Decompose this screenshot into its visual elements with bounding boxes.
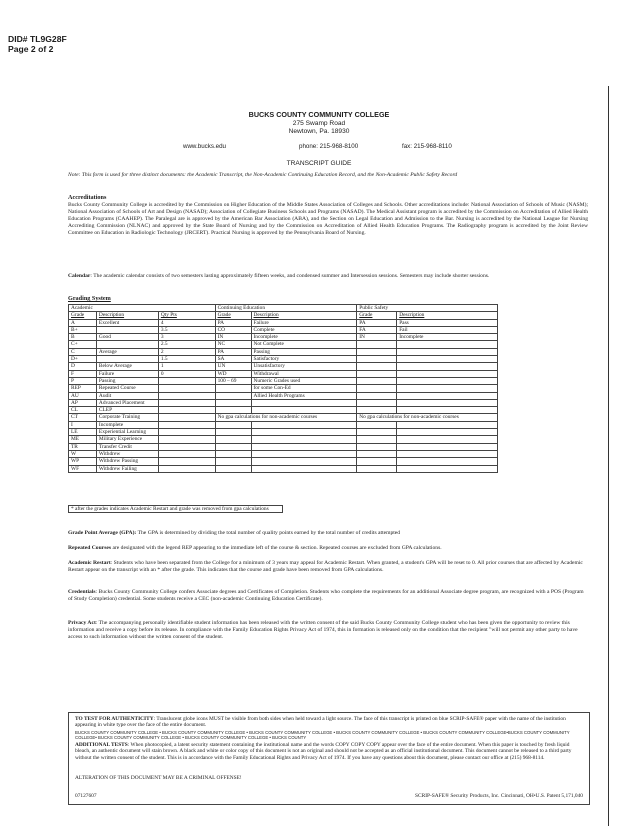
grading-cell bbox=[357, 429, 397, 436]
grading-cell: Satisfactory bbox=[251, 356, 357, 363]
accreditations-heading: Accreditations bbox=[68, 194, 107, 201]
grading-cell: D bbox=[69, 363, 97, 370]
grading-cell bbox=[357, 450, 397, 457]
restart-label: Academic Restart bbox=[68, 560, 111, 566]
grading-cell: Transfer Credit bbox=[96, 443, 158, 450]
grading-cell bbox=[357, 341, 397, 348]
college-fax: fax: 215-968-8110 bbox=[402, 143, 452, 150]
grading-cell bbox=[158, 465, 215, 472]
usage-note: Note: This form is used for three distinct documents: the Academic Transcript, the Non-Academic Continuing Education Record, and the Non-Academic Public Safety Record bbox=[68, 172, 458, 178]
grading-cell bbox=[215, 450, 251, 457]
grading-cell: W bbox=[69, 450, 97, 457]
grading-cell bbox=[215, 429, 251, 436]
fax-header bbox=[8, 34, 67, 54]
grading-cell bbox=[397, 363, 498, 370]
grading-cell bbox=[251, 450, 357, 457]
authenticity-paragraph bbox=[75, 716, 583, 729]
additional-tests-paragraph bbox=[75, 742, 583, 761]
grading-cell bbox=[158, 385, 215, 392]
grading-cell bbox=[397, 429, 498, 436]
grading-cell bbox=[397, 370, 498, 377]
grading-cell: Complete bbox=[251, 326, 357, 333]
grading-cell: P bbox=[69, 377, 97, 384]
college-city: Newtown, Pa. 18930 bbox=[288, 128, 350, 135]
credentials-label: Credentials bbox=[68, 589, 96, 595]
grading-row bbox=[69, 458, 498, 465]
grading-cell: WD bbox=[215, 370, 251, 377]
grading-cell: B+ bbox=[69, 326, 97, 333]
gpa-label: Grade Point Average (GPA): bbox=[68, 530, 137, 536]
grading-cell: Audit bbox=[96, 392, 158, 399]
grading-cell: Numeric Grades used bbox=[251, 377, 357, 384]
grading-cell: A bbox=[69, 319, 97, 326]
grading-cell bbox=[158, 450, 215, 457]
college-website: www.bucks.edu bbox=[183, 143, 226, 150]
grading-cell: 3.5 bbox=[158, 326, 215, 333]
grading-row bbox=[69, 370, 498, 377]
grading-group-row bbox=[69, 305, 498, 312]
grading-cell: Pass bbox=[397, 319, 498, 326]
grading-cell bbox=[357, 399, 397, 406]
grading-cell bbox=[397, 465, 498, 472]
document-title: TRANSCRIPT GUIDE bbox=[286, 160, 352, 167]
gpa-paragraph bbox=[68, 530, 588, 537]
grading-cell: TR bbox=[69, 443, 97, 450]
col-ce-description: Description bbox=[251, 312, 357, 319]
grading-cell: 4 bbox=[158, 319, 215, 326]
grading-cell bbox=[357, 392, 397, 399]
grading-cell: AP bbox=[69, 399, 97, 406]
grading-row bbox=[69, 319, 498, 326]
grading-cell: Withdrew Failing bbox=[96, 465, 158, 472]
group-public-safety: Public Safety bbox=[357, 305, 498, 312]
repeated-label: Repeated Courses bbox=[68, 545, 112, 551]
grading-cell bbox=[397, 392, 498, 399]
grading-cell bbox=[397, 450, 498, 457]
scan-edge-line bbox=[608, 86, 609, 826]
repeated-paragraph bbox=[68, 545, 588, 552]
grading-cell bbox=[397, 341, 498, 348]
additional-tests-text: : When photocopied, a latent security statement containing the institutional name and the words COPY COPY COPY appear over the face of the entire document. When this paper is touched by fresh liquid bleach, an authentic document will stain brown. A black and white or color copy of this document is not an original and should not be accepted as an official institutional document. This document cannot be released to a third party without the written consent of the student. This is in accordance with the Family Educational Rights and Privacy Act of 1974. If you have any questions about this document, please contact our office at (215) 968-8114. bbox=[75, 742, 572, 761]
restart-text: : Students who have been separated from the College for a minimum of 3 years may appeal for Academic Restart. When granted, a student's GPA will be reset to 0. All prior courses that are affected by Academic Restart appear on the transcript with an * after the grade. This indicates that the course and grade have been removed from GPA calculations. bbox=[68, 560, 583, 573]
col-grade: Grade bbox=[69, 312, 97, 319]
grading-cell: UN bbox=[215, 363, 251, 370]
grading-cell: Corporate Training bbox=[96, 414, 158, 421]
grading-cell bbox=[215, 421, 251, 428]
grading-cell: REP bbox=[69, 385, 97, 392]
gpa-text: The GPA is determined by dividing the total number of quality points earned by the total number of credits attempted bbox=[136, 530, 401, 536]
grading-cell bbox=[357, 436, 397, 443]
grading-cell: Incomplete bbox=[96, 421, 158, 428]
grading-cell bbox=[251, 465, 357, 472]
grading-cell: 0 bbox=[158, 370, 215, 377]
grading-cell: Incomplete bbox=[251, 334, 357, 341]
grading-cell bbox=[397, 421, 498, 428]
grading-row bbox=[69, 407, 498, 414]
grading-cell: Experiential Learning bbox=[96, 429, 158, 436]
grading-cell bbox=[397, 407, 498, 414]
grading-cell: WF bbox=[69, 465, 97, 472]
group-academic: Academic bbox=[69, 305, 216, 312]
grading-cell bbox=[251, 421, 357, 428]
grading-row bbox=[69, 326, 498, 333]
grading-cell bbox=[357, 370, 397, 377]
authenticity-label: TO TEST FOR AUTHENTICITY bbox=[75, 716, 154, 722]
grading-footnote: * after the grades indicates Academic Restart and grade was removed from gpa calculations bbox=[68, 505, 283, 513]
grading-cell: Withdrew Passing bbox=[96, 458, 158, 465]
grading-cell bbox=[251, 399, 357, 406]
grading-cell bbox=[215, 443, 251, 450]
grading-row bbox=[69, 436, 498, 443]
grading-cell bbox=[397, 458, 498, 465]
grading-cell: WP bbox=[69, 458, 97, 465]
grading-cell bbox=[215, 385, 251, 392]
form-number: 07127607 bbox=[75, 793, 97, 799]
grading-row bbox=[69, 399, 498, 406]
page-indicator: Page 2 of 2 bbox=[8, 44, 54, 54]
grading-cell: B bbox=[69, 334, 97, 341]
grading-table-body bbox=[69, 305, 498, 473]
grading-cell bbox=[158, 407, 215, 414]
grading-cell bbox=[357, 348, 397, 355]
grading-cell bbox=[158, 429, 215, 436]
grading-row bbox=[69, 443, 498, 450]
grading-row bbox=[69, 392, 498, 399]
authenticity-text: : Translucent globe icons MUST be visible from both sides when held toward a light source. The face of this transcript is printed on blue SCRIP-SAFE® paper with the name of the institution appearing in white type over the face of the entire document. bbox=[75, 716, 566, 729]
grading-row bbox=[69, 421, 498, 428]
col-ps-description: Description bbox=[397, 312, 498, 319]
college-street: 275 Swamp Road bbox=[292, 120, 346, 127]
grading-row bbox=[69, 465, 498, 472]
grading-cell: Withdrawal bbox=[251, 370, 357, 377]
grading-cell bbox=[397, 356, 498, 363]
grading-cell bbox=[215, 458, 251, 465]
grading-cell bbox=[251, 443, 357, 450]
col-qty-pts: Qty Pts bbox=[158, 312, 215, 319]
grading-cell bbox=[397, 348, 498, 355]
grading-cell bbox=[397, 443, 498, 450]
grading-cell: SA bbox=[215, 356, 251, 363]
grading-cell: for some Con-Ed bbox=[251, 385, 357, 392]
grading-cell: 1.5 bbox=[158, 356, 215, 363]
grading-cell bbox=[96, 326, 158, 333]
grading-cell: D+ bbox=[69, 356, 97, 363]
grading-cell: 100 – 69 bbox=[215, 377, 251, 384]
grading-column-row bbox=[69, 312, 498, 319]
grading-cell: 1 bbox=[158, 363, 215, 370]
grading-cell bbox=[357, 443, 397, 450]
grading-cell: PA bbox=[357, 319, 397, 326]
grading-row bbox=[69, 356, 498, 363]
col-ps-grade: Grade bbox=[357, 312, 397, 319]
grading-cell: CO bbox=[215, 326, 251, 333]
document-id: DID# TL9G28F bbox=[8, 34, 67, 44]
grading-table bbox=[68, 304, 498, 473]
grading-cell: IN bbox=[357, 334, 397, 341]
calendar-paragraph bbox=[68, 273, 588, 280]
grading-cell: Advanced Placement bbox=[96, 399, 158, 406]
grading-row bbox=[69, 450, 498, 457]
grading-cell: FA bbox=[357, 326, 397, 333]
grading-cell bbox=[158, 421, 215, 428]
grading-cell bbox=[158, 458, 215, 465]
grading-cell: Allied Health Programs bbox=[251, 392, 357, 399]
grading-cell: Unsatisfactory bbox=[251, 363, 357, 370]
grading-row bbox=[69, 334, 498, 341]
grading-cell: I bbox=[69, 421, 97, 428]
grading-cell bbox=[357, 407, 397, 414]
grading-cell bbox=[251, 429, 357, 436]
grading-cell bbox=[215, 399, 251, 406]
grading-cell: Excellent bbox=[96, 319, 158, 326]
grading-cell: Fail bbox=[397, 326, 498, 333]
grading-cell bbox=[158, 399, 215, 406]
grading-cell: CL bbox=[69, 407, 97, 414]
grading-cell bbox=[251, 407, 357, 414]
grading-cell bbox=[215, 392, 251, 399]
grading-cell bbox=[397, 399, 498, 406]
grading-cell: NC bbox=[215, 341, 251, 348]
grading-row bbox=[69, 348, 498, 355]
grading-cell bbox=[158, 392, 215, 399]
vendor-line: SCRIP-SAFE® Security Products, Inc. Cincinnati, OH•U.S. Patent 5,171,040 bbox=[415, 793, 583, 799]
grading-cell bbox=[397, 436, 498, 443]
privacy-paragraph bbox=[68, 620, 588, 641]
grading-cell: Failure bbox=[96, 370, 158, 377]
grading-cell bbox=[215, 465, 251, 472]
grading-cell: Not Complete bbox=[251, 341, 357, 348]
grading-cell bbox=[357, 465, 397, 472]
grading-cell bbox=[357, 385, 397, 392]
grading-row bbox=[69, 414, 498, 421]
grading-cell bbox=[158, 443, 215, 450]
grading-cell: Military Experience bbox=[96, 436, 158, 443]
grading-row bbox=[69, 377, 498, 384]
grading-cell bbox=[96, 341, 158, 348]
grading-cell: IN bbox=[215, 334, 251, 341]
grading-cell bbox=[397, 377, 498, 384]
credentials-paragraph bbox=[68, 589, 588, 603]
grading-cell bbox=[158, 436, 215, 443]
grading-cell bbox=[357, 421, 397, 428]
grading-cell bbox=[158, 414, 215, 421]
col-description: Description bbox=[96, 312, 158, 319]
grading-cell bbox=[96, 356, 158, 363]
college-name: BUCKS COUNTY COMMUNITY COLLEGE bbox=[248, 110, 390, 119]
grading-cell: Average bbox=[96, 348, 158, 355]
repeated-text: are designated with the legend REP appearing to the immediate left of the course & section. Repeated courses are excluded from GPA calculations. bbox=[111, 545, 442, 551]
grading-cell: C+ bbox=[69, 341, 97, 348]
grading-cell: ME bbox=[69, 436, 97, 443]
grading-cell bbox=[158, 377, 215, 384]
col-ce-grade: Grade bbox=[215, 312, 251, 319]
grading-cell bbox=[357, 356, 397, 363]
grading-cell: 3 bbox=[158, 334, 215, 341]
alteration-warning: ALTERATION OF THIS DOCUMENT MAY BE A CRIMINAL OFFENSE! bbox=[75, 775, 242, 781]
accreditations-text: Bucks County Community College is accredited by the Commission on Higher Education of the Middle States Association of Colleges and Schools. Other accreditations include: National Association of Schools of Music (NASM); National Association of Schools of Art and Design (NASAD); Association of Collegiate Business Schools and Programs (NASAD). The Medical Assistant program is accredited by the Commission on Accreditation of Allied Health Education Programs (CAAHEP). The Paralegal are is approved by the American Bar Association (ABA), and the Section on Legal Education and Admission to the Bar. Nursing is accredited by the National League for Nursing Accrediting Commission (NLNAC) and approved by the State Board of Nursing and by the Commission on Accreditation of Allied Health Education Programs. The Radiography program is accredited by the Joint Review Committee on Education in Radiologic Technology (JRCERT). Practical Nursing is approved by the Pennsylvania Board of Nursing. bbox=[68, 202, 588, 236]
college-phone: phone: 215-968-8100 bbox=[299, 143, 359, 150]
grading-heading: Grading System bbox=[68, 295, 111, 302]
grading-cell bbox=[397, 385, 498, 392]
grading-cell bbox=[251, 458, 357, 465]
grading-cell: C bbox=[69, 348, 97, 355]
grading-row bbox=[69, 385, 498, 392]
microprint-line: BUCKS COUNTY COMMUNITY COLLEGE • BUCKS COUNTY COMMUNITY COLLEGE • BUCKS COUNTY COMMUNITY COLLEGE • BUCKS COUNTY COMMUNITY COLLEGE • BUCKS COUNTY COMMUNITY COLLEGE•BUCKS COUNTY COMMUNITY COLLEGE• BUCKS COUNTY COMMUNITY COLLEGE • BUCKS COUNTY COMMUNITY COLLEGE • BUCKS COUNTY bbox=[75, 730, 570, 741]
grading-row bbox=[69, 363, 498, 370]
grading-cell: CT bbox=[69, 414, 97, 421]
grading-cell: 2 bbox=[158, 348, 215, 355]
grading-cell bbox=[357, 377, 397, 384]
grading-row bbox=[69, 341, 498, 348]
privacy-label: Privacy Act bbox=[68, 620, 96, 626]
grading-cell: Passing bbox=[96, 377, 158, 384]
calendar-text: : The academic calendar consists of two semesters lasting approximately fifteen weeks, and condensed summer and Intersession sessions. Semesters may include shorter sessions. bbox=[90, 273, 490, 279]
credentials-text: : Bucks County Community College confers Associate degrees and Certificates of Completion. Students who complete the requirements for an additional Associate degree program, are recognized with a POS (Program of Study Completion) credential. Some students receive a CEC (non-academic Continuing Education Certificate). bbox=[68, 589, 584, 602]
grading-cell: Good bbox=[96, 334, 158, 341]
authenticity-box bbox=[68, 712, 590, 805]
grading-cell: Below Average bbox=[96, 363, 158, 370]
grading-cell: Passing bbox=[251, 348, 357, 355]
grading-cell bbox=[215, 407, 251, 414]
grading-cell bbox=[215, 436, 251, 443]
grading-cell: LE bbox=[69, 429, 97, 436]
grading-cell: PA bbox=[215, 319, 251, 326]
grading-cell: 2.5 bbox=[158, 341, 215, 348]
grading-row bbox=[69, 429, 498, 436]
group-continuing-ed: Continuing Education bbox=[215, 305, 357, 312]
grading-cell: F bbox=[69, 370, 97, 377]
grading-cell bbox=[357, 363, 397, 370]
grading-cell: AU bbox=[69, 392, 97, 399]
grading-cell: CLEP bbox=[96, 407, 158, 414]
additional-tests-label: ADDITIONAL TESTS bbox=[75, 742, 128, 748]
grading-cell: No gpa calculations for non-academic courses bbox=[357, 414, 498, 421]
grading-cell: PA bbox=[215, 348, 251, 355]
grading-cell bbox=[251, 436, 357, 443]
calendar-label: Calendar bbox=[68, 273, 91, 279]
grading-cell: Repeated Course bbox=[96, 385, 158, 392]
grading-cell: Failure bbox=[251, 319, 357, 326]
grading-cell: Withdrew bbox=[96, 450, 158, 457]
restart-paragraph bbox=[68, 560, 588, 574]
grading-cell bbox=[357, 458, 397, 465]
grading-cell: No gpa calculations for non-academic courses bbox=[215, 414, 357, 421]
grading-cell: Incomplete bbox=[397, 334, 498, 341]
privacy-text: : The accompanying personally identifiable student information has been released with the written consent of the said Bucks County Community College student who has been given the opportunity to review this information and receive a copy before its release. In compliance with the Family Education Rights Privacy Act of 1974, this in formation is released only on the condition that the recipient "will not permit any other party to have access to such information without the written consent of the student. bbox=[68, 620, 578, 640]
